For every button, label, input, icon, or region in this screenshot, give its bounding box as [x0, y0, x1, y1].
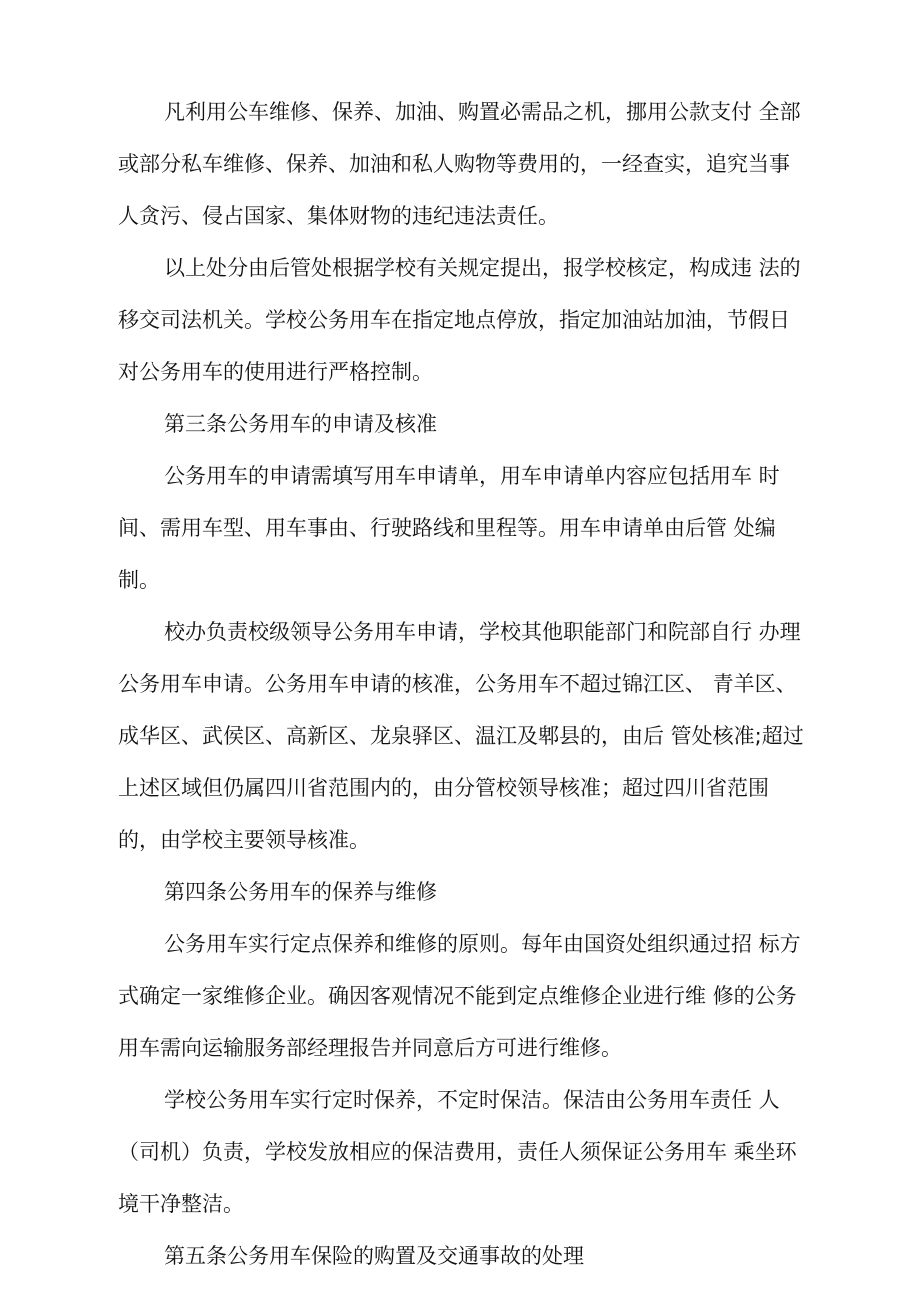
article-5-heading: 第五条公务用车保险的购置及交通事故的处理	[164, 1244, 584, 1268]
paragraph-misuse-penalty: 凡利用公车维修、保养、加油、购置必需品之机，挪用公款支付 全部或部分私车维修、保养、加油和私人购物等费用的，一经查实，追究当事人贪污、侵占国家、集体财物的违纪违法责任。	[118, 100, 801, 228]
article-3-heading: 第三条公务用车的申请及核准	[164, 412, 437, 436]
article-4-heading: 第四条公务用车的保养与维修	[164, 880, 437, 904]
paragraph-disciplinary-procedure: 以上处分由后管处根据学校有关规定提出，报学校核定，构成违 法的移交司法机关。学校公务用车在指定地点停放，指定加油站加油，节假日对公务用车的使用进行严格控制。	[118, 256, 801, 384]
paragraph-cleaning-duty: 学校公务用车实行定时保养，不定时保洁。保洁由公务用车责任 人（司机）负责，学校发放相应的保洁费用，责任人须保证公务用车 乘坐环境干净整洁。	[118, 1088, 797, 1216]
paragraph-approval-rules: 校办负责校级领导公务用车申请，学校其他职能部门和院部自行 办理公务用车申请。公务用车申请的核准，公务用车不超过锦江区、 青羊区、成华区、武侯区、高新区、龙泉驿区、温江及郫县的，由后 管处核准;超过上述区域但仍属四川省范围内的，由分管校领导核准；超过四川省范围的，由学校主要领导核准。	[118, 620, 804, 852]
document-body	[118, 86, 808, 1282]
paragraph-application-form: 公务用车的申请需填写用车申请单，用车申请单内容应包括用车 时间、需用车型、用车事由、行驶路线和里程等。用车申请单由后管 处编制。	[118, 464, 780, 592]
paragraph-designated-repair: 公务用车实行定点保养和维修的原则。每年由国资处组织通过招 标方式确定一家维修企业。确因客观情况不能到定点维修企业进行维 修的公务用车需向运输服务部经理报告并同意后方可进行维修。	[118, 932, 801, 1060]
